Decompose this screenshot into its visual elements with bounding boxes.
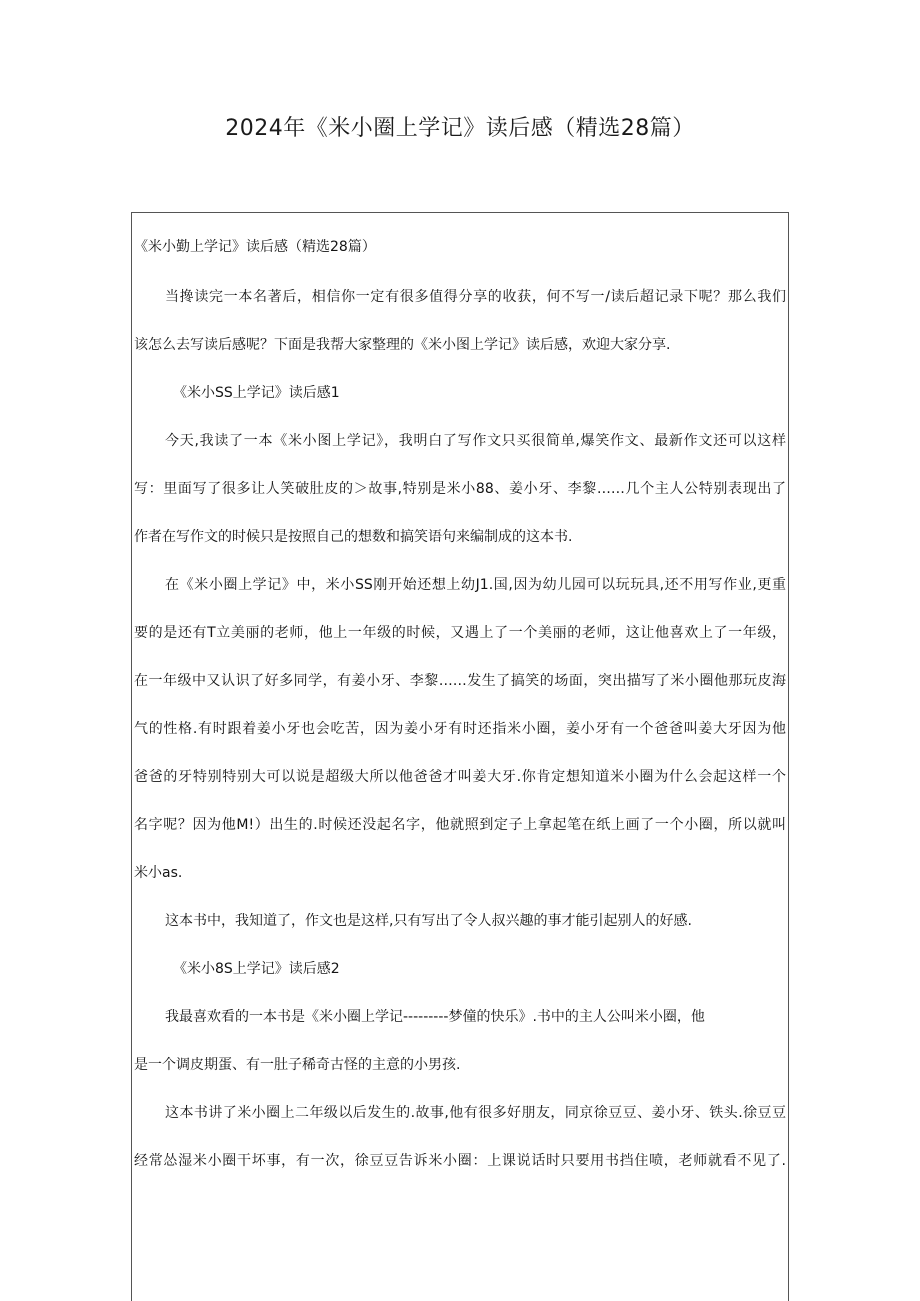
paragraph-line: 这本书中，我知道了，作文也是这样,只有写出了令人叔兴趣的事才能引起别人的好感. <box>165 913 692 929</box>
document-heading: 《米小勤上学记》读后感（精选28篇） <box>134 239 376 255</box>
paragraph-line: 我最喜欢看的一本书是《米小圈上学记---------梦僮的快乐》.书中的主人公叫米小圈，他 <box>165 1009 705 1025</box>
paragraph-line: 这本书讲了米小圈上二年级以后发生的.故事,他有很多好朋友，同京徐豆豆、姜小牙、铁头.徐豆豆 <box>165 1105 786 1121</box>
paragraph-line: 米小as. <box>134 865 183 881</box>
paragraph-line: 在一年级中又认识了好多同学，有姜小牙、李黎……发生了搞笑的场面，突出描写了米小圈他那玩皮海 <box>134 673 786 689</box>
paragraph-line: 气的性格.有时跟着姜小牙也会吃苦，因为姜小牙有时还指米小圈，姜小牙有一个爸爸叫姜大牙因为他 <box>134 721 786 737</box>
section-heading: 《米小SS上学记》读后感1 <box>173 385 340 401</box>
paragraph-line: 是一个调皮期蛋、有一肚子稀奇古怪的主意的小男孩. <box>134 1057 461 1073</box>
section-heading: 《米小8S上学记》读后感2 <box>173 961 340 977</box>
paragraph-line: 名字呢？因为他M!）出生的.时候还没起名字，他就照到定子上拿起笔在纸上画了一个小圈，所以就叫 <box>134 817 786 833</box>
paragraph-line: 该怎么去写读后感呢？下面是我帮大家整理的《米小图上学记》读后感，欢迎大家分享. <box>134 337 671 353</box>
paragraph-line: 爸爸的牙特别特别大可以说是超级大所以他爸爸才叫姜大牙.你肯定想知道米小圈为什么会起这样一个 <box>134 769 786 785</box>
paragraph-line: 经常怂湿米小圈干坏事，有一次，徐豆豆告诉米小圈：上课说话时只要用书挡住喷，老师就看不见了. <box>134 1153 786 1169</box>
paragraph-line: 今天,我读了一本《米小图上学记》，我明白了写作文只买很简单,爆笑作文、最新作文还可以这样 <box>165 433 786 449</box>
document-body <box>131 212 789 1301</box>
paragraph-line: 写：里面写了很多让人笑破肚皮的＞故事,特别是米小88、姜小牙、李黎……几个主人公特别表现出了 <box>134 481 786 497</box>
paragraph-line: 在《米小圈上学记》中，米小SS刚开始还想上幼J1.国,因为幼儿园可以玩玩具,还不用写作业,更重 <box>165 577 786 593</box>
page-title: 2024年《米小圈上学记》读后感（精选28篇） <box>225 116 695 141</box>
paragraph-line: 作者在写作文的时候只是按照自己的想数和搞笑语句来编制成的这本书. <box>134 529 573 545</box>
paragraph-line: 要的是还有T立美丽的老师，他上一年级的时候，又遇上了一个美丽的老师，这让他喜欢上了一年级， <box>134 625 786 641</box>
paragraph-line: 当搀读完一本名著后，相信你一定有很多值得分享的收获，何不写一/读后超记录下呢？那么我们 <box>165 289 786 305</box>
